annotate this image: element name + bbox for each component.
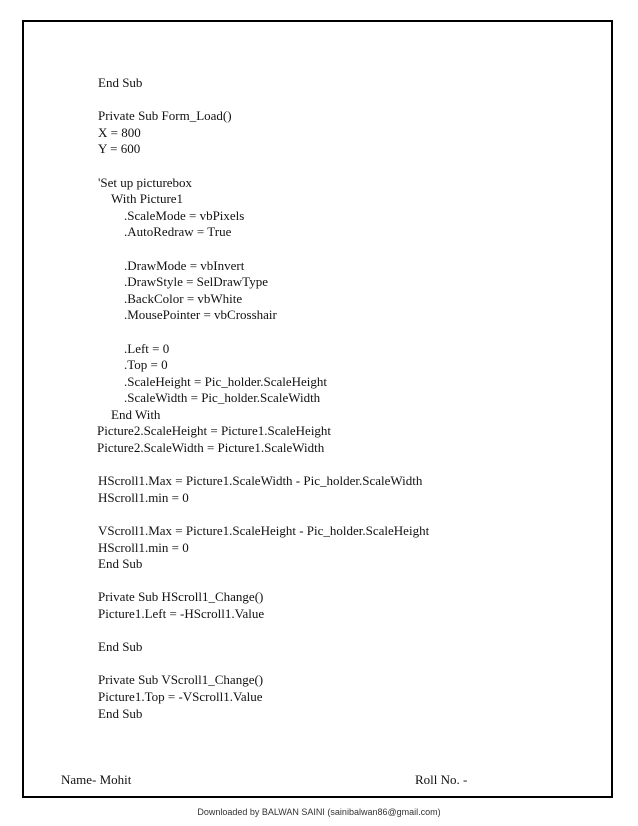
code-line: End Sub (98, 75, 143, 90)
code-line: Picture2.ScaleWidth = Picture1.ScaleWidth (97, 440, 325, 456)
code-line: Private Sub Form_Load() (98, 108, 232, 124)
code-line: .Left = 0 (124, 340, 170, 356)
code-line: Picture1.Left = -HScroll1.Value (98, 606, 265, 621)
code-line: .Top = 0 (124, 357, 168, 373)
code-line: .MousePointer = vbCrosshair (124, 307, 277, 323)
blank-line (98, 324, 598, 341)
code-line: End Sub (98, 639, 143, 655)
code-line: .ScaleHeight = Pic_holder.ScaleHeight (124, 373, 328, 389)
download-attribution: Downloaded by BALWAN SAINI (sainibalwan86@gmail.com) (197, 807, 441, 817)
code-line: End With (111, 406, 161, 422)
code-line: .BackColor = vbWhite (124, 290, 243, 306)
blank-line (98, 158, 598, 175)
code-line: X = 800 (98, 124, 141, 140)
code-line: .AutoRedraw = True (124, 224, 232, 240)
code-line: VScroll1.Max = Picture1.ScaleHeight - Pic_holder.ScaleHeight (98, 523, 430, 539)
code-line: HScroll1.min = 0 (98, 539, 189, 555)
footer-roll-number: Roll No. - (415, 772, 468, 787)
code-line: Private Sub HScroll1_Change() (98, 589, 264, 605)
code-line: Y = 600 (98, 141, 141, 157)
blank-line (98, 573, 598, 590)
blank-line (98, 241, 598, 258)
code-line: End Sub (98, 705, 143, 721)
code-line: .ScaleMode = vbPixels (124, 207, 245, 223)
code-line: HScroll1.min = 0 (98, 489, 189, 505)
footer-name: Name- Mohit (61, 772, 132, 787)
code-line: 'Set up picturebox (98, 174, 193, 190)
blank-line (98, 656, 598, 673)
code-line: .DrawMode = vbInvert (124, 257, 245, 273)
code-line: .DrawStyle = SelDrawType (124, 274, 268, 290)
blank-line (98, 506, 598, 523)
code-line: With Picture1 (111, 191, 184, 207)
blank-line (98, 623, 598, 640)
code-line: Picture1.Top = -VScroll1.Value (98, 688, 263, 704)
blank-line (98, 457, 598, 474)
code-listing (98, 75, 598, 722)
blank-line (98, 92, 598, 109)
code-line: Private Sub VScroll1_Change() (98, 672, 264, 688)
code-line: .ScaleWidth = Pic_holder.ScaleWidth (124, 390, 321, 406)
code-line: Picture2.ScaleHeight = Picture1.ScaleHeight (97, 423, 332, 439)
code-line: End Sub (98, 556, 143, 572)
code-line: HScroll1.Max = Picture1.ScaleWidth - Pic_holder.ScaleWidth (98, 473, 423, 489)
